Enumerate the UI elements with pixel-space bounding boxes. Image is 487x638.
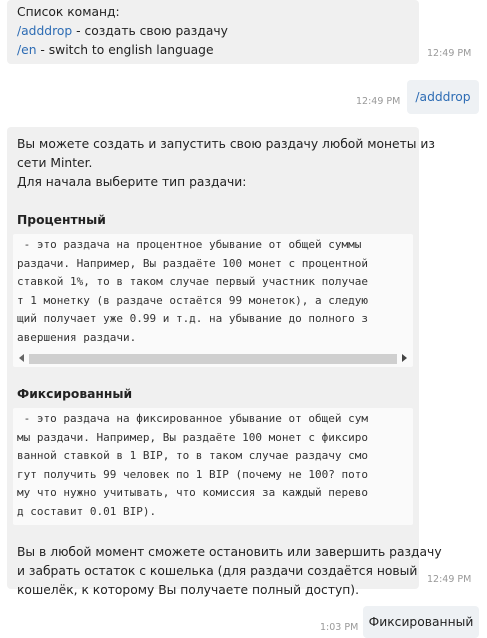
incoming-message-drop-types [7, 127, 442, 597]
code-line: - это раздача на фиксированное убывание от общей сум [17, 412, 368, 425]
message-timestamp: 12:49 PM [427, 574, 472, 585]
message-timestamp: 12:49 PM [356, 96, 401, 107]
command-link-adddrop[interactable]: /adddrop [17, 24, 73, 38]
code-line: ванной ставкой в 1 BIP, то в таком случае раздачу смо [17, 449, 368, 462]
section-title-percentage: Процентный [17, 213, 106, 227]
code-line: раздачи. Например, Вы раздаёте 100 монет с процентной [17, 256, 368, 270]
section-title-fixed: Фиксированный [17, 387, 133, 401]
code-line: му что нужно учитывать, что комиссия за каждый перево [17, 486, 368, 499]
code-line: гут получить 99 человек по 1 BIP (почему не 100? пото [17, 467, 368, 481]
command-description: - switch to english language [36, 43, 214, 57]
code-line: - это раздача на процентное убывание от общей суммы [17, 238, 362, 251]
code-line: ставкой 1%, то в таком случае первый участник получае [17, 275, 368, 288]
command-description: - создать свою раздачу [72, 24, 228, 38]
code-line: т 1 монетку (в раздаче остаётся 99 монеток), а следую [17, 293, 368, 307]
intro-line: сети Minter. [17, 156, 93, 170]
code-line: щий получает уже 0.99 и т.д. на убывание до полного з [17, 312, 368, 325]
scrollbar-thumb[interactable] [29, 354, 397, 364]
outgoing-message [407, 80, 479, 114]
code-line: авершения раздачи. [17, 330, 137, 344]
intro-line: Вы можете создать и запустить свою раздачу любой монеты из [17, 137, 435, 151]
outgoing-message [363, 606, 479, 638]
scroll-left-arrow-icon[interactable] [19, 354, 24, 362]
message-text: Список команд: [17, 5, 120, 19]
code-block-fixed [13, 408, 413, 525]
outgoing-command-text[interactable]: /adddrop [415, 90, 471, 104]
code-line: д составит 0.01 BIP). [17, 504, 157, 518]
command-link-en[interactable]: /en [17, 43, 37, 57]
message-timestamp: 1:03 PM [320, 622, 359, 633]
message-timestamp: 12:49 PM [427, 48, 472, 59]
scroll-right-arrow-icon[interactable] [402, 354, 407, 362]
code-block-percentage [13, 234, 413, 367]
incoming-message-commands [7, 0, 419, 64]
outro-line: Вы в любой момент сможете остановить или завершить раздачу [17, 545, 442, 559]
code-line: мы раздачи. Например, Вы раздаёте 100 монет с фиксиро [17, 430, 368, 444]
horizontal-scrollbar[interactable] [17, 351, 409, 367]
outgoing-message-text: Фиксированный [368, 615, 474, 629]
intro-line: Для начала выберите тип раздачи: [17, 175, 247, 189]
outro-line: кошелёк, к которому Вы получаете полный доступ). [17, 583, 360, 597]
outro-line: и забрать остаток с кошелька (для раздачи создаётся новый [17, 564, 418, 578]
